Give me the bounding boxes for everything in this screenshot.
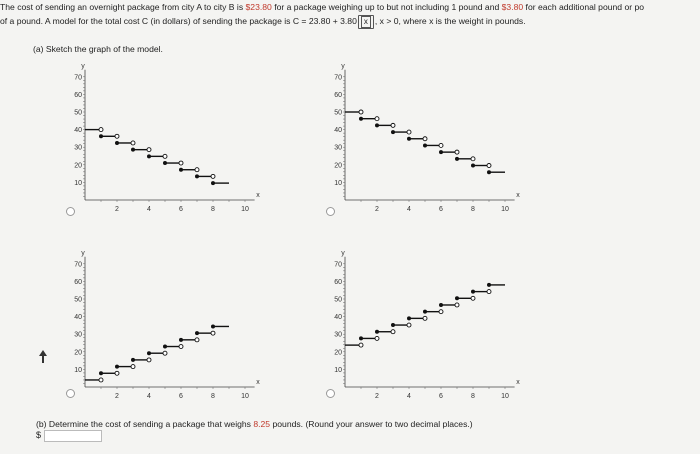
closed-point <box>487 283 491 287</box>
y-axis-label: y <box>81 62 85 70</box>
y-tick-label: 10 <box>334 366 342 374</box>
y-tick-label: 40 <box>334 127 342 135</box>
open-point <box>487 290 491 294</box>
open-point <box>359 343 363 347</box>
y-tick-label: 20 <box>334 162 342 170</box>
open-point <box>211 331 215 335</box>
closed-point <box>375 123 379 127</box>
mouse-pointer-icon <box>38 350 48 364</box>
x-tick-label: 6 <box>179 393 183 400</box>
open-point <box>391 123 395 127</box>
x-tick-label: 4 <box>407 206 411 213</box>
open-point <box>99 378 103 382</box>
y-tick-label: 30 <box>334 331 342 339</box>
closed-point <box>163 345 167 349</box>
y-tick-label: 60 <box>334 91 342 99</box>
closed-point <box>211 181 215 185</box>
open-point <box>131 365 135 369</box>
open-point <box>115 371 119 375</box>
graph-option-3 <box>55 245 295 405</box>
open-point <box>131 141 135 145</box>
closed-point <box>99 134 103 138</box>
closed-point <box>407 316 411 320</box>
closed-point <box>195 331 199 335</box>
y-tick-label: 50 <box>334 109 342 117</box>
open-point <box>407 130 411 134</box>
x-tick-label: 2 <box>115 393 119 400</box>
y-tick-label: 50 <box>74 296 82 304</box>
x-tick-label: 6 <box>439 206 443 213</box>
x-tick-label: 8 <box>471 393 475 400</box>
open-point <box>359 110 363 114</box>
y-tick-label: 60 <box>74 278 82 286</box>
closed-point <box>115 365 119 369</box>
open-point <box>179 345 183 349</box>
open-point <box>391 330 395 334</box>
part-b-text: (b) Determine the cost of sending a package that weighs <box>36 419 254 429</box>
y-tick-label: 40 <box>74 127 82 135</box>
x-axis-label: x <box>256 379 260 386</box>
y-axis-label: y <box>341 62 345 70</box>
x-tick-label: 10 <box>501 206 509 213</box>
open-point <box>375 336 379 340</box>
x-tick-label: 10 <box>241 206 249 213</box>
open-point <box>375 117 379 121</box>
price-additional: $3.80 <box>501 2 524 12</box>
closed-point <box>375 330 379 334</box>
x-tick-label: 2 <box>375 206 379 213</box>
open-point <box>211 174 215 178</box>
y-tick-label: 10 <box>334 179 342 187</box>
y-tick-label: 70 <box>334 74 342 82</box>
x-tick-label: 10 <box>241 393 249 400</box>
x-tick-label: 2 <box>115 206 119 213</box>
y-axis-label: y <box>341 249 345 257</box>
problem-text-1a: The cost of sending an overnight package from city A to city B is <box>0 2 246 12</box>
x-tick-label: 4 <box>407 393 411 400</box>
open-point <box>423 316 427 320</box>
open-point <box>471 157 475 161</box>
answer-row <box>36 430 102 444</box>
y-tick-label: 40 <box>334 314 342 322</box>
closed-point <box>359 336 363 340</box>
y-tick-label: 70 <box>74 74 82 82</box>
y-tick-label: 20 <box>334 349 342 357</box>
closed-point <box>423 310 427 314</box>
open-point <box>455 150 459 154</box>
graph-option-1 <box>55 58 295 218</box>
closed-point <box>131 358 135 362</box>
y-axis-label: y <box>81 249 85 257</box>
open-point <box>471 296 475 300</box>
closed-point <box>439 150 443 154</box>
part-b-label <box>36 419 473 429</box>
y-tick-label: 70 <box>334 261 342 269</box>
y-tick-label: 10 <box>74 366 82 374</box>
y-tick-label: 60 <box>334 278 342 286</box>
closed-point <box>163 161 167 165</box>
closed-point <box>487 170 491 174</box>
x-axis-label: x <box>256 192 260 199</box>
x-tick-label: 8 <box>471 206 475 213</box>
closed-point <box>99 371 103 375</box>
open-point <box>439 143 443 147</box>
graph-option-4 <box>315 245 555 405</box>
open-point <box>407 323 411 327</box>
closed-point <box>423 143 427 147</box>
problem-line-1 <box>0 1 700 15</box>
y-tick-label: 60 <box>74 91 82 99</box>
x-tick-label: 4 <box>147 393 151 400</box>
radio-option-1[interactable] <box>66 207 75 216</box>
open-point <box>99 128 103 132</box>
open-point <box>147 148 151 152</box>
y-tick-label: 50 <box>74 109 82 117</box>
x-tick-label: 10 <box>501 393 509 400</box>
x-tick-label: 6 <box>439 393 443 400</box>
closed-point <box>407 137 411 141</box>
part-b-weight: 8.25 <box>253 419 271 429</box>
closed-point <box>211 324 215 328</box>
x-axis-label: x <box>516 192 520 199</box>
y-tick-label: 10 <box>74 179 82 187</box>
closed-point <box>131 148 135 152</box>
closed-point <box>179 168 183 172</box>
part-b-text-end: pounds. (Round your answer to two decimal places.) <box>270 419 473 429</box>
y-tick-label: 20 <box>74 349 82 357</box>
part-a-label: (a) Sketch the graph of the model. <box>33 44 163 54</box>
closed-point <box>391 323 395 327</box>
x-tick-label: 8 <box>211 206 215 213</box>
open-point <box>163 154 167 158</box>
x-tick-label: 6 <box>179 206 183 213</box>
y-tick-label: 70 <box>74 261 82 269</box>
open-point <box>423 137 427 141</box>
greatest-integer-bracket <box>358 15 374 29</box>
answer-input[interactable] <box>44 430 102 442</box>
closed-point <box>195 174 199 178</box>
x-tick-label: 8 <box>211 393 215 400</box>
y-tick-label: 30 <box>74 144 82 152</box>
closed-point <box>179 338 183 342</box>
open-point <box>439 310 443 314</box>
price-base: $23.80 <box>245 2 272 12</box>
closed-point <box>455 157 459 161</box>
open-point <box>455 303 459 307</box>
problem-text-1b: for a package weighing up to but not including 1 pound and <box>271 2 502 12</box>
closed-point <box>115 141 119 145</box>
problem-statement <box>0 1 700 29</box>
problem-text-2b: , x > 0, where x is the weight in pounds. <box>374 15 526 26</box>
graph-option-2 <box>315 58 555 218</box>
open-point <box>195 338 199 342</box>
closed-point <box>147 351 151 355</box>
problem-line-2 <box>0 15 700 29</box>
y-tick-label: 20 <box>74 162 82 170</box>
bracket-variable: x <box>363 16 368 26</box>
closed-point <box>471 164 475 168</box>
y-tick-label: 50 <box>334 296 342 304</box>
open-point <box>115 134 119 138</box>
y-tick-label: 30 <box>334 144 342 152</box>
radio-option-3[interactable] <box>66 389 75 398</box>
open-point <box>163 351 167 355</box>
dollar-sign: $ <box>36 430 42 440</box>
radio-option-2[interactable] <box>326 207 335 216</box>
open-point <box>487 164 491 168</box>
closed-point <box>439 303 443 307</box>
x-tick-label: 2 <box>375 393 379 400</box>
y-tick-label: 30 <box>74 331 82 339</box>
closed-point <box>471 290 475 294</box>
closed-point <box>391 130 395 134</box>
open-point <box>147 358 151 362</box>
problem-text-2a: of a pound. A model for the total cost C (in dollars) of sending the package is C = 23.80 + 3.80 <box>0 15 357 26</box>
y-tick-label: 40 <box>74 314 82 322</box>
x-tick-label: 4 <box>147 206 151 213</box>
closed-point <box>359 117 363 121</box>
x-axis-label: x <box>516 379 520 386</box>
radio-option-4[interactable] <box>326 389 335 398</box>
problem-text-1c: for each additional pound or po <box>523 2 645 12</box>
open-point <box>195 168 199 172</box>
closed-point <box>147 154 151 158</box>
open-point <box>179 161 183 165</box>
closed-point <box>455 296 459 300</box>
